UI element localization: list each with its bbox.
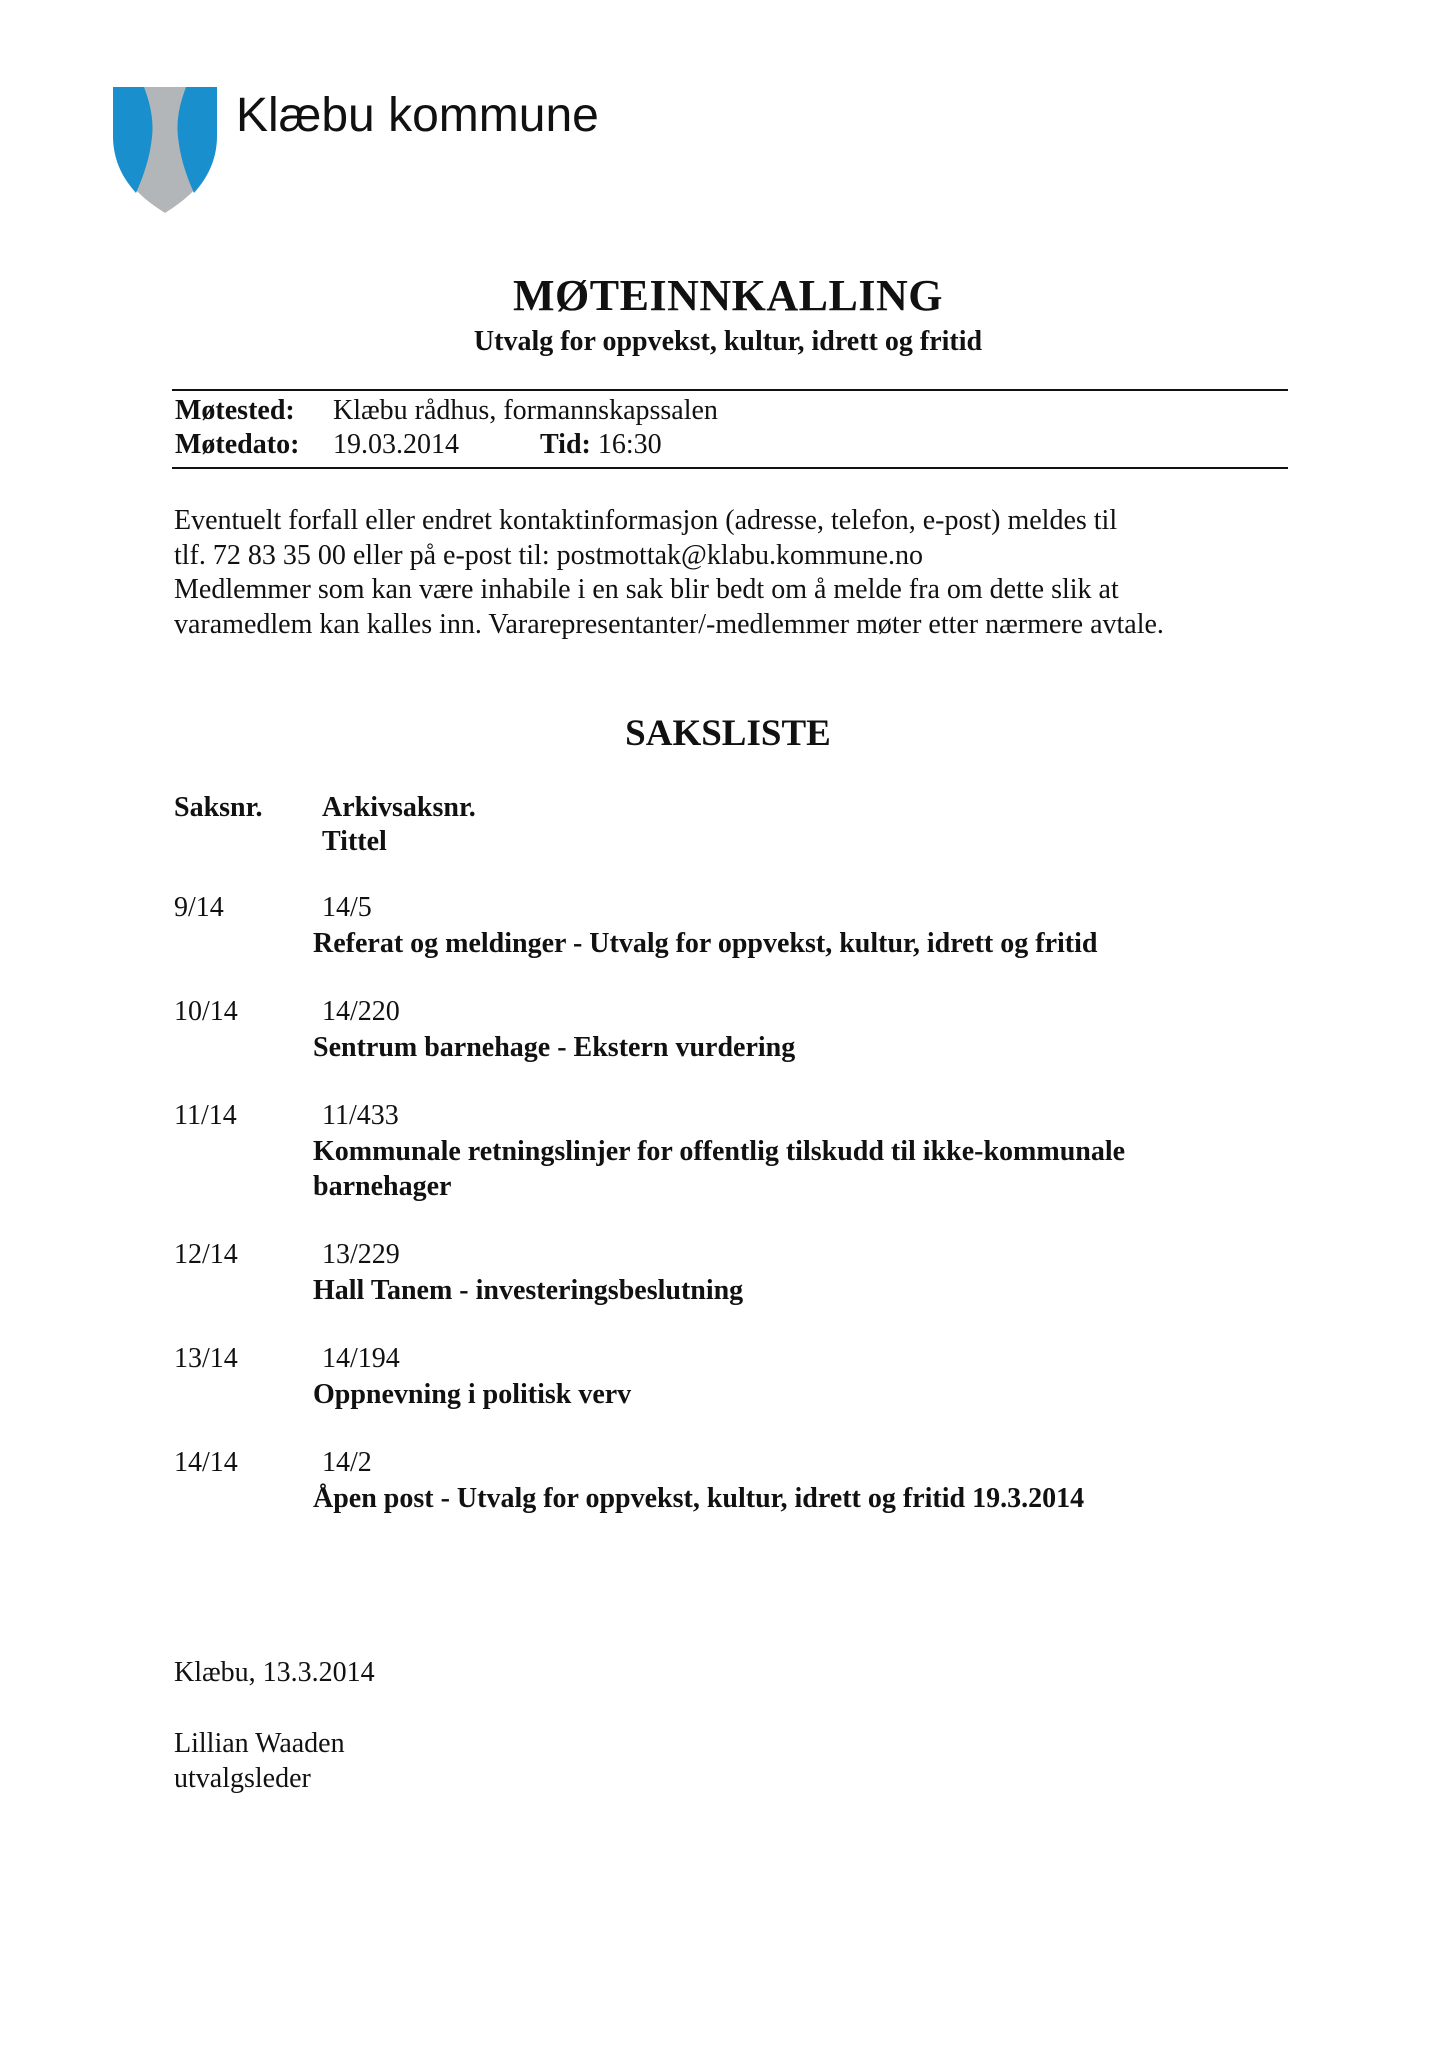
notice-line: Eventuelt forfall eller endret kontaktinformasjon (adresse, telefon, e-post) meldes til [174,505,1118,536]
case-list-title: SAKSLISTE [625,713,831,754]
case-number: 12/14 [174,1239,238,1270]
archive-number: 11/433 [322,1100,399,1131]
place-and-date: Klæbu, 13.3.2014 [174,1657,375,1688]
case-number: 9/14 [174,892,224,923]
meeting-time-value: 16:30 [597,429,662,460]
case-title: Hall Tanem - investeringsbeslutning [313,1275,744,1306]
meeting-info-box [172,389,1288,469]
case-number: 10/14 [174,996,238,1027]
case-title: Oppnevning i politisk verv [313,1379,632,1410]
organization-name: Klæbu kommune [236,89,599,142]
case-title: Referat og meldinger - Utvalg for oppvekst, kultur, idrett og fritid [313,928,1098,959]
case-title: Kommunale retningslinjer for offentlig tilskudd til ikke-kommunale barnehager [313,1136,1126,1202]
archive-no-header: Arkivsaksnr. [322,792,476,823]
archive-number: 13/229 [322,1239,400,1270]
archive-number: 14/194 [322,1343,400,1374]
notice-line: tlf. 72 83 35 00 eller på e-post til: postmottak@klabu.kommune.no [174,539,924,571]
title-header: Tittel [322,826,387,857]
municipal-coat-of-arms-icon [110,85,220,215]
meeting-time-label: Tid: [540,429,591,460]
meeting-date-label: Møtedato: [175,429,300,460]
meeting-place-label: Møtested: [175,395,295,426]
case-no-header: Saksnr. [174,792,263,823]
archive-number: 14/2 [322,1447,372,1478]
signer-role: utvalgsleder [174,1762,311,1794]
case-number: 14/14 [174,1447,238,1478]
case-number: 11/14 [174,1100,237,1131]
document-subtitle: Utvalg for oppvekst, kultur, idrett og fritid [473,326,983,357]
meeting-place-value: Klæbu rådhus, formannskapssalen [333,395,718,426]
archive-number: 14/220 [322,996,400,1027]
meeting-date-row [175,429,662,461]
case-number: 13/14 [174,1343,238,1374]
notice-line: varamedlem kan kalles inn. Vararepresentanter/-medlemmer møter etter nærmere avtale. [174,608,1164,640]
document-title: MØTEINNKALLING [513,271,943,320]
meeting-date-value: 19.03.2014 [333,429,459,460]
signer-name: Lillian Waaden [174,1728,345,1759]
case-title: Åpen post - Utvalg for oppvekst, kultur, idrett og fritid 19.3.2014 [313,1483,1085,1514]
case-title: Sentrum barnehage - Ekstern vurdering [313,1032,796,1063]
notice-paragraph [174,504,1294,642]
signature-block [174,1727,345,1796]
notice-line: Medlemmer som kan være inhabile i en sak blir bedt om å melde fra om dette slik at [174,574,1119,605]
meeting-place-row [175,395,718,427]
archive-number: 14/5 [322,892,372,923]
